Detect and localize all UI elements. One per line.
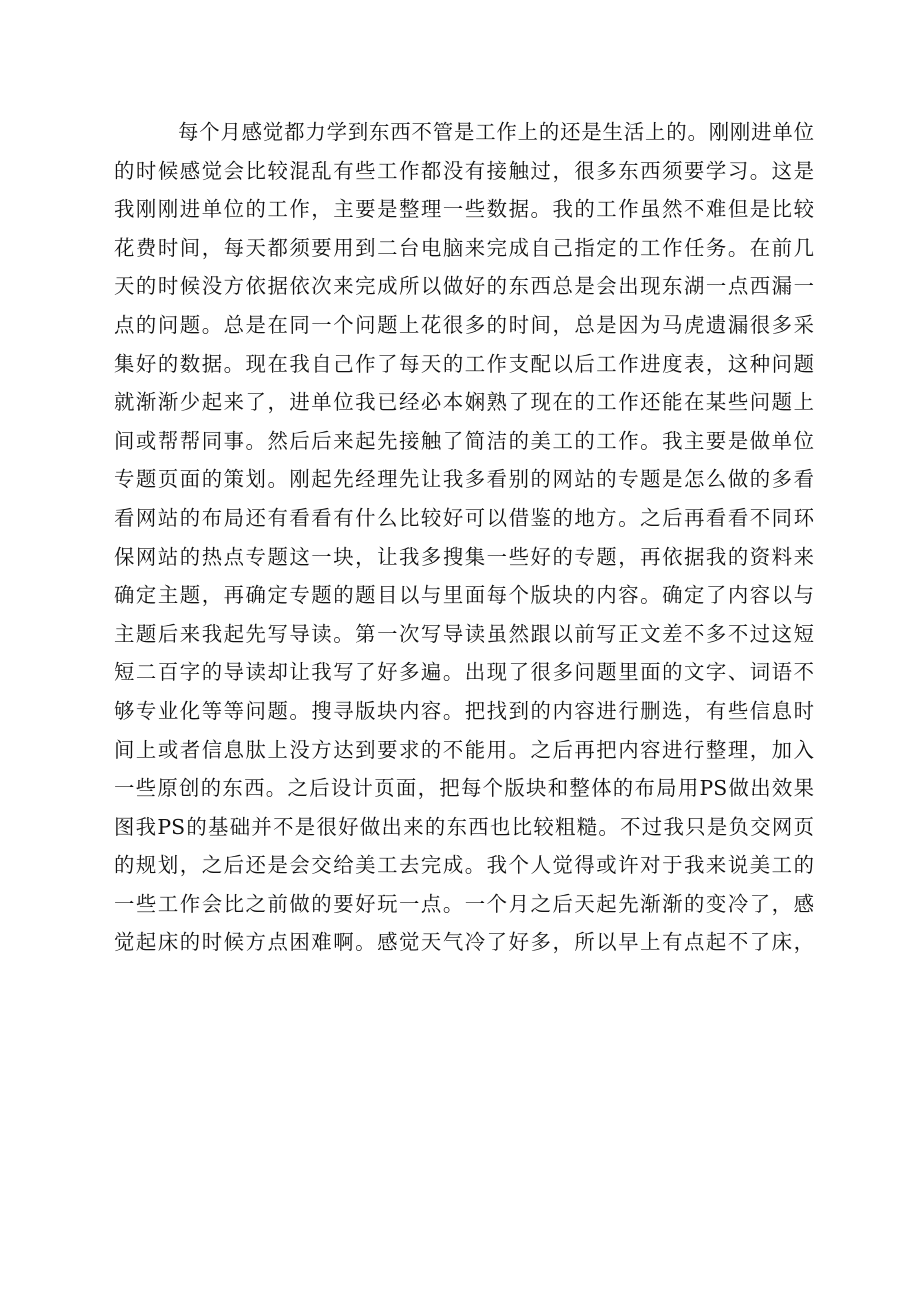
- text-line: 觉起床的时候方点困难啊。感觉天气冷了好多，所以早上有点起不了床，: [114, 930, 814, 955]
- text-line: 确定主题，再确定专题的题目以与里面每个版块的内容。确定了内容以与: [114, 583, 814, 608]
- text-line: 一些工作会比之前做的要好玩一点。一个月之后天起先渐渐的变冷了，感: [114, 891, 814, 916]
- text-line: 我刚刚进单位的工作，主要是整理一些数据。我的工作虽然不难但是比较: [114, 197, 814, 222]
- text-line: 一些原创的东西。之后设计页面，把每个版块和整体的布局用PS做出效果: [114, 776, 814, 801]
- text-line: 间上或者信息肽上没方达到要求的不能用。之后再把内容进行整理，加入: [114, 737, 814, 762]
- text-line: 主题后来我起先写导读。第一次写导读虽然跟以前写正文差不多不过这短: [114, 621, 814, 646]
- text-line: 够专业化等等问题。搜寻版块内容。把找到的内容进行删选，有些信息时: [114, 698, 814, 723]
- text-line: 花费时间，每天都须要用到二台电脑来完成自己指定的工作任务。在前几: [114, 235, 814, 260]
- text-line: 看网站的布局还有看看有什么比较好可以借鉴的地方。之后再看看不同环: [114, 505, 814, 530]
- text-line: 天的时候没方依据依次来完成所以做好的东西总是会出现东湖一点西漏一: [114, 274, 814, 299]
- text-line: 就渐渐少起来了，进单位我已经必本娴熟了现在的工作还能在某些问题上: [114, 390, 814, 415]
- text-line: 专题页面的策划。刚起先经理先让我多看别的网站的专题是怎么做的多看: [114, 467, 814, 492]
- text-line: 短二百字的导读却让我写了好多遍。出现了很多问题里面的文字、词语不: [114, 660, 814, 685]
- body-paragraph: [114, 113, 814, 962]
- text-line: 点的问题。总是在同一个问题上花很多的时间，总是因为马虎遗漏很多采: [114, 312, 814, 337]
- text-line: 保网站的热点专题这一块，让我多搜集一些好的专题，再依据我的资料来: [114, 544, 814, 569]
- text-line: 的规划，之后还是会交给美工去完成。我个人觉得或许对于我来说美工的: [114, 853, 814, 878]
- text-line: 间或帮帮同事。然后后来起先接触了简洁的美工的工作。我主要是做单位: [114, 428, 814, 453]
- text-line: 集好的数据。现在我自己作了每天的工作支配以后工作进度表，这种问题: [114, 351, 814, 376]
- text-line: 图我PS的基础并不是很好做出来的东西也比较粗糙。不过我只是负交网页: [114, 814, 814, 839]
- text-line: 的时候感觉会比较混乱有些工作都没有接触过，很多东西须要学习。这是: [114, 158, 814, 183]
- text-line: 每个月感觉都力学到东西不管是工作上的还是生活上的。刚刚进单位: [178, 120, 814, 144]
